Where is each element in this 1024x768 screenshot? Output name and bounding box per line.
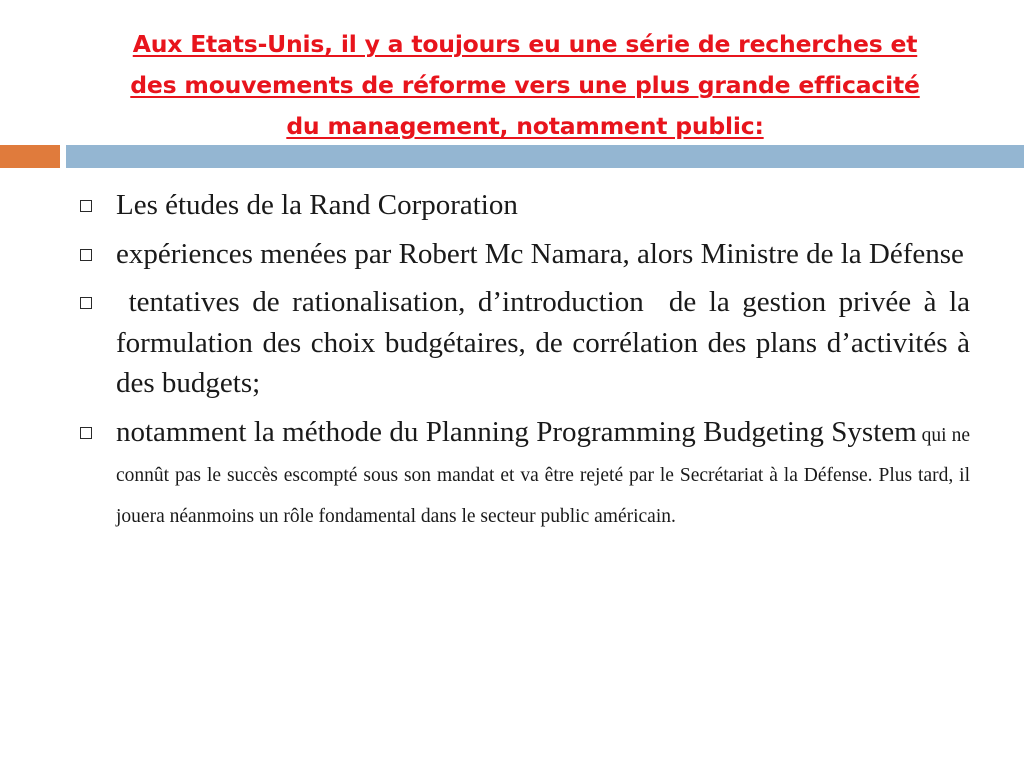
title-divider-bar — [66, 145, 1024, 168]
hollow-square-bullet-icon — [80, 297, 92, 309]
title-line-3: du management, notamment public: — [286, 112, 764, 140]
hollow-square-bullet-icon — [80, 200, 92, 212]
bullet-text: tentatives de rationalisation, d’introduction de la gestion privée à la formulation des choix budgétaires, de corrélation des plans d’activités à des budgets; — [116, 286, 978, 399]
hollow-square-bullet-icon — [80, 427, 92, 439]
title-line-2: des mouvements de réforme vers une plus grande efficacité — [130, 71, 920, 99]
bullet-list — [80, 185, 978, 541]
bullet-item — [80, 234, 970, 275]
accent-rule — [0, 145, 60, 168]
bullet-item — [80, 282, 978, 404]
bullet-item — [80, 185, 970, 226]
title-line-1: Aux Etats-Unis, il y a toujours eu une série de recherches et — [132, 30, 918, 58]
bullet-text: expériences menées par Robert Mc Namara, alors Ministre de la Défense — [116, 237, 964, 270]
bullet-small-text: qui ne connût pas le succès escompté sous son mandat et va être rejeté par le Secrétariat à la Défense. Plus tard, il jouera néanmoins un rôle fondamental dans le secteur public américain. — [116, 424, 970, 527]
hollow-square-bullet-icon — [80, 249, 92, 261]
bullet-item — [80, 412, 970, 534]
slide-title — [80, 24, 970, 147]
bullet-text: Les études de la Rand Corporation — [116, 189, 518, 221]
bullet-text: notamment la méthode du Planning Programming Budgeting System — [116, 415, 917, 448]
